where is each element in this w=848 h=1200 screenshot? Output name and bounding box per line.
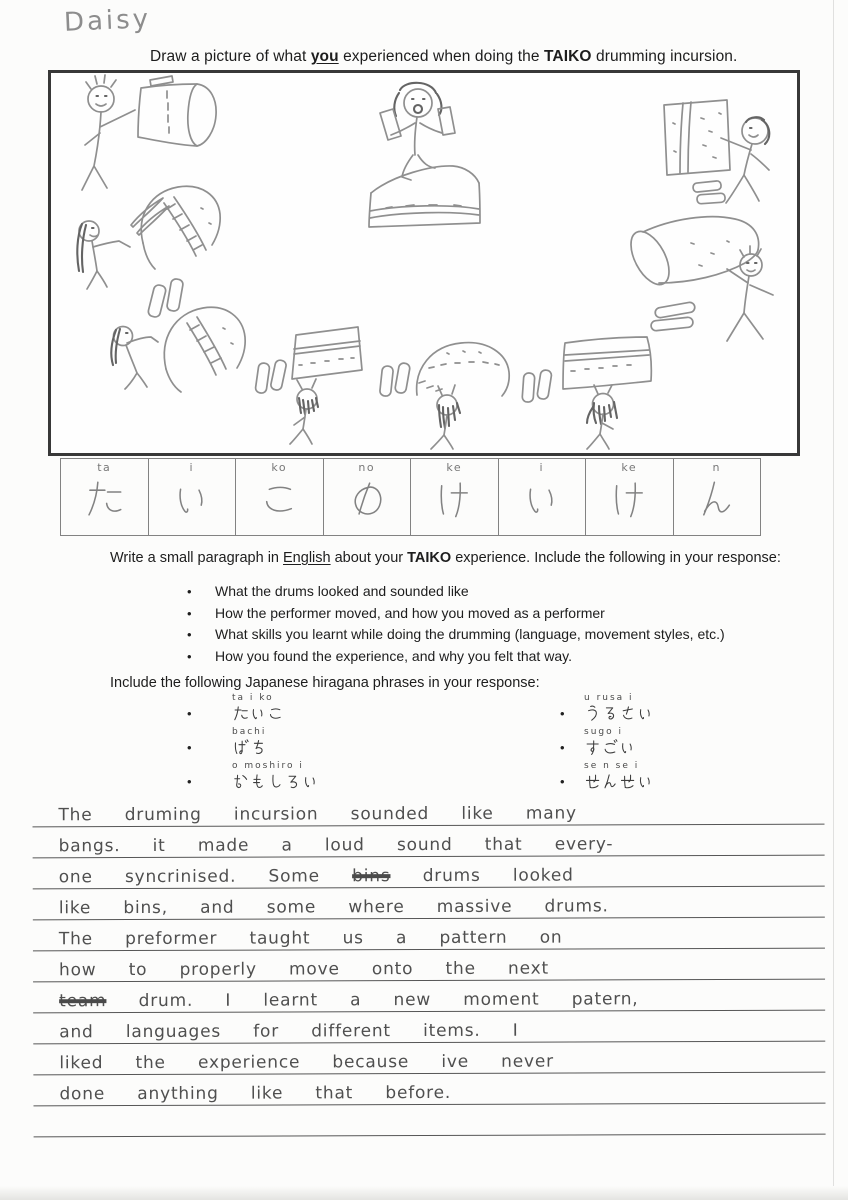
drawing-big-drum-right <box>623 217 758 291</box>
response-text <box>59 865 574 887</box>
kana-text <box>584 738 636 757</box>
bullet-icon: • <box>187 740 192 755</box>
hiragana-cell <box>674 459 761 535</box>
hiragana-cell <box>149 459 237 535</box>
drawing-drum-center <box>369 166 480 227</box>
bullet-text: What skills you learnt while doing the drumming (language, movement styles, etc.) <box>215 626 725 642</box>
text-segment: how to properly move onto the next <box>58 958 549 981</box>
kana-text <box>232 772 319 791</box>
phrase-item <box>560 727 654 761</box>
bullet-icon: • <box>187 605 192 621</box>
drawing-girl-left-middle <box>77 221 130 289</box>
hiragana-cell <box>61 459 149 535</box>
phrases-intro: Include the following Japanese hiragana phrases in your response: <box>110 675 540 691</box>
text-segment: you <box>310 48 339 65</box>
response-text <box>59 834 614 856</box>
kana-text <box>345 475 389 523</box>
kana-text <box>257 475 301 523</box>
text-segment: bangs. it made a loud sound that every- <box>58 834 614 857</box>
phrase-kana <box>584 704 654 724</box>
kana-text <box>584 704 654 723</box>
text-segment: liked the experience because ive never <box>59 1051 554 1074</box>
bullet-icon: • <box>187 627 192 642</box>
phrase-kana <box>584 738 654 758</box>
bullet-icon: • <box>187 584 192 599</box>
drawing-figure-bottom-center-2 <box>431 385 460 449</box>
romaji-label: ke <box>621 461 638 474</box>
phrases-right-column <box>560 693 654 795</box>
romaji-label: ta <box>97 461 112 474</box>
drawing-dome-drum-bottom-left <box>164 307 245 392</box>
bullet-icon: • <box>560 774 565 789</box>
student-drawing <box>51 73 797 453</box>
phrase-romaji: u rusa i <box>584 693 634 703</box>
ruled-line <box>33 825 825 859</box>
response-text <box>59 989 638 1011</box>
romaji-label: ke <box>446 461 463 474</box>
text-segment: drums looked <box>390 865 574 887</box>
text-segment: experienced when doing the <box>338 48 544 65</box>
phrase-item <box>560 761 654 795</box>
kana-text <box>584 772 654 791</box>
kana-text <box>82 475 126 523</box>
response-text <box>59 1083 451 1104</box>
text-segment: Write a small paragraph in <box>110 550 284 566</box>
text-segment: TAIKO <box>543 48 592 65</box>
bullet-text: What the drums looked and sounded like <box>215 583 469 599</box>
text-segment: one syncrinised. Some <box>58 866 353 888</box>
phrase-romaji: se n se i <box>584 761 640 771</box>
hiragana-cell <box>236 459 324 535</box>
struck-word: bins <box>352 866 391 887</box>
kana-text <box>695 475 739 523</box>
bullet-icon: • <box>187 706 192 721</box>
phrase-item <box>187 727 319 761</box>
hiragana-cell <box>499 459 587 535</box>
text-segment: The druming incursion sounded like many <box>58 803 577 826</box>
bullet-icon: • <box>187 648 192 664</box>
phrase-item <box>560 693 654 727</box>
drawing-bachi-pair-bottom-center-2 <box>379 362 410 396</box>
phrase-item <box>187 693 319 727</box>
student-name: Daisy <box>63 4 152 38</box>
phrase-romaji: bachi <box>232 727 267 737</box>
ruled-line <box>33 980 825 1014</box>
drawing-figure-top-left <box>82 75 135 190</box>
student-response-lines <box>32 794 825 1138</box>
bullet-icon: • <box>187 774 192 789</box>
drawing-rect-drum-bottom-center <box>292 327 362 379</box>
ruled-line <box>33 1042 825 1076</box>
romaji-label: n <box>712 461 721 474</box>
drawing-bachi-stack-right <box>651 302 696 332</box>
drawing-figure-bottom-center-1 <box>290 379 318 444</box>
ruled-line <box>32 794 824 828</box>
phrase-kana <box>584 772 654 792</box>
response-text <box>59 959 549 981</box>
hiragana-cell <box>411 459 499 535</box>
kana-text <box>607 475 651 523</box>
response-text <box>59 1052 554 1074</box>
response-text <box>58 803 576 825</box>
ruled-line <box>33 887 825 921</box>
phrase-kana <box>232 704 319 724</box>
hiragana-cell <box>586 459 674 535</box>
drawing-bachi-pair-bottom-right <box>522 369 552 402</box>
response-text <box>59 928 563 950</box>
ruled-line <box>33 918 825 952</box>
scan-edge-right <box>833 0 834 1200</box>
ruled-line <box>33 949 825 983</box>
text-segment: about your <box>330 550 408 566</box>
bullet-icon: • <box>560 740 565 755</box>
bullet-item <box>187 583 725 605</box>
romaji-label: ko <box>271 461 288 474</box>
scan-edge-bottom <box>0 1186 848 1200</box>
phrase-romaji: sugo i <box>584 727 623 737</box>
text-segment: like bins, and some where massive drums. <box>58 896 609 919</box>
drawing-figure-bottom-right <box>587 385 617 449</box>
drawing-striped-drum-top-right <box>664 100 730 175</box>
assignment-title <box>150 48 737 66</box>
kana-text <box>432 475 476 523</box>
text-segment: done anything like that before. <box>59 1082 452 1105</box>
text-segment: TAIKO <box>407 550 452 566</box>
phrase-item <box>187 761 319 795</box>
bullet-item <box>187 605 725 627</box>
kana-text <box>520 475 564 523</box>
phrase-romaji: o moshiro i <box>232 761 304 771</box>
ruled-line <box>33 856 825 890</box>
drawing-cylinder-drum-top-left <box>138 76 216 146</box>
task-bullet-list <box>187 583 725 669</box>
hiragana-cell <box>324 459 412 535</box>
text-segment: Draw a picture of what <box>150 48 311 65</box>
drawing-box <box>48 70 800 456</box>
phrase-kana <box>232 738 319 758</box>
bullet-text: How you found the experience, and why you felt that way. <box>215 647 572 664</box>
text-segment: The preformer taught us a pattern on <box>58 927 563 950</box>
text-segment: drumming incursion. <box>591 48 738 65</box>
ruled-line <box>33 1073 825 1107</box>
response-text <box>59 1021 518 1043</box>
drawing-bachi-pair-bottom-center-1 <box>255 359 287 393</box>
text-segment: drum. I learnt a new moment patern, <box>106 989 639 1012</box>
drawing-bachi-pair-left-lower <box>147 278 183 318</box>
bullet-item <box>187 648 725 670</box>
struck-word: team <box>59 991 107 1012</box>
ruled-line <box>33 1011 825 1045</box>
text-segment: experience. Include the following in your response: <box>451 550 781 566</box>
text-segment: and languages for different items. I <box>59 1020 519 1043</box>
drawing-dome-drum-left-upper <box>141 186 220 269</box>
drawing-bachi-pair-top-right <box>693 181 726 204</box>
romaji-label: i <box>189 461 195 474</box>
romaji-label: no <box>358 461 376 474</box>
bullet-icon: • <box>560 706 565 721</box>
romaji-label: i <box>539 461 545 474</box>
text-segment: English <box>283 550 331 566</box>
write-task-intro <box>110 550 781 566</box>
response-text <box>59 896 609 918</box>
bullet-text: How the performer moved, and how you moved as a performer <box>215 604 605 621</box>
kana-text <box>232 738 267 757</box>
drawing-girl-bottom-left <box>111 327 158 390</box>
phrase-romaji: ta i ko <box>232 693 274 703</box>
ruled-line <box>33 1104 825 1138</box>
kana-text <box>232 704 284 723</box>
phrases-left-column <box>187 693 319 795</box>
kana-text <box>170 475 214 523</box>
bullet-item <box>187 626 725 648</box>
drawing-rect-drum-bottom-right <box>563 337 651 389</box>
hiragana-table <box>60 458 761 536</box>
phrase-kana <box>232 772 319 792</box>
drawing-dome-drum-bottom-middle <box>417 343 510 396</box>
